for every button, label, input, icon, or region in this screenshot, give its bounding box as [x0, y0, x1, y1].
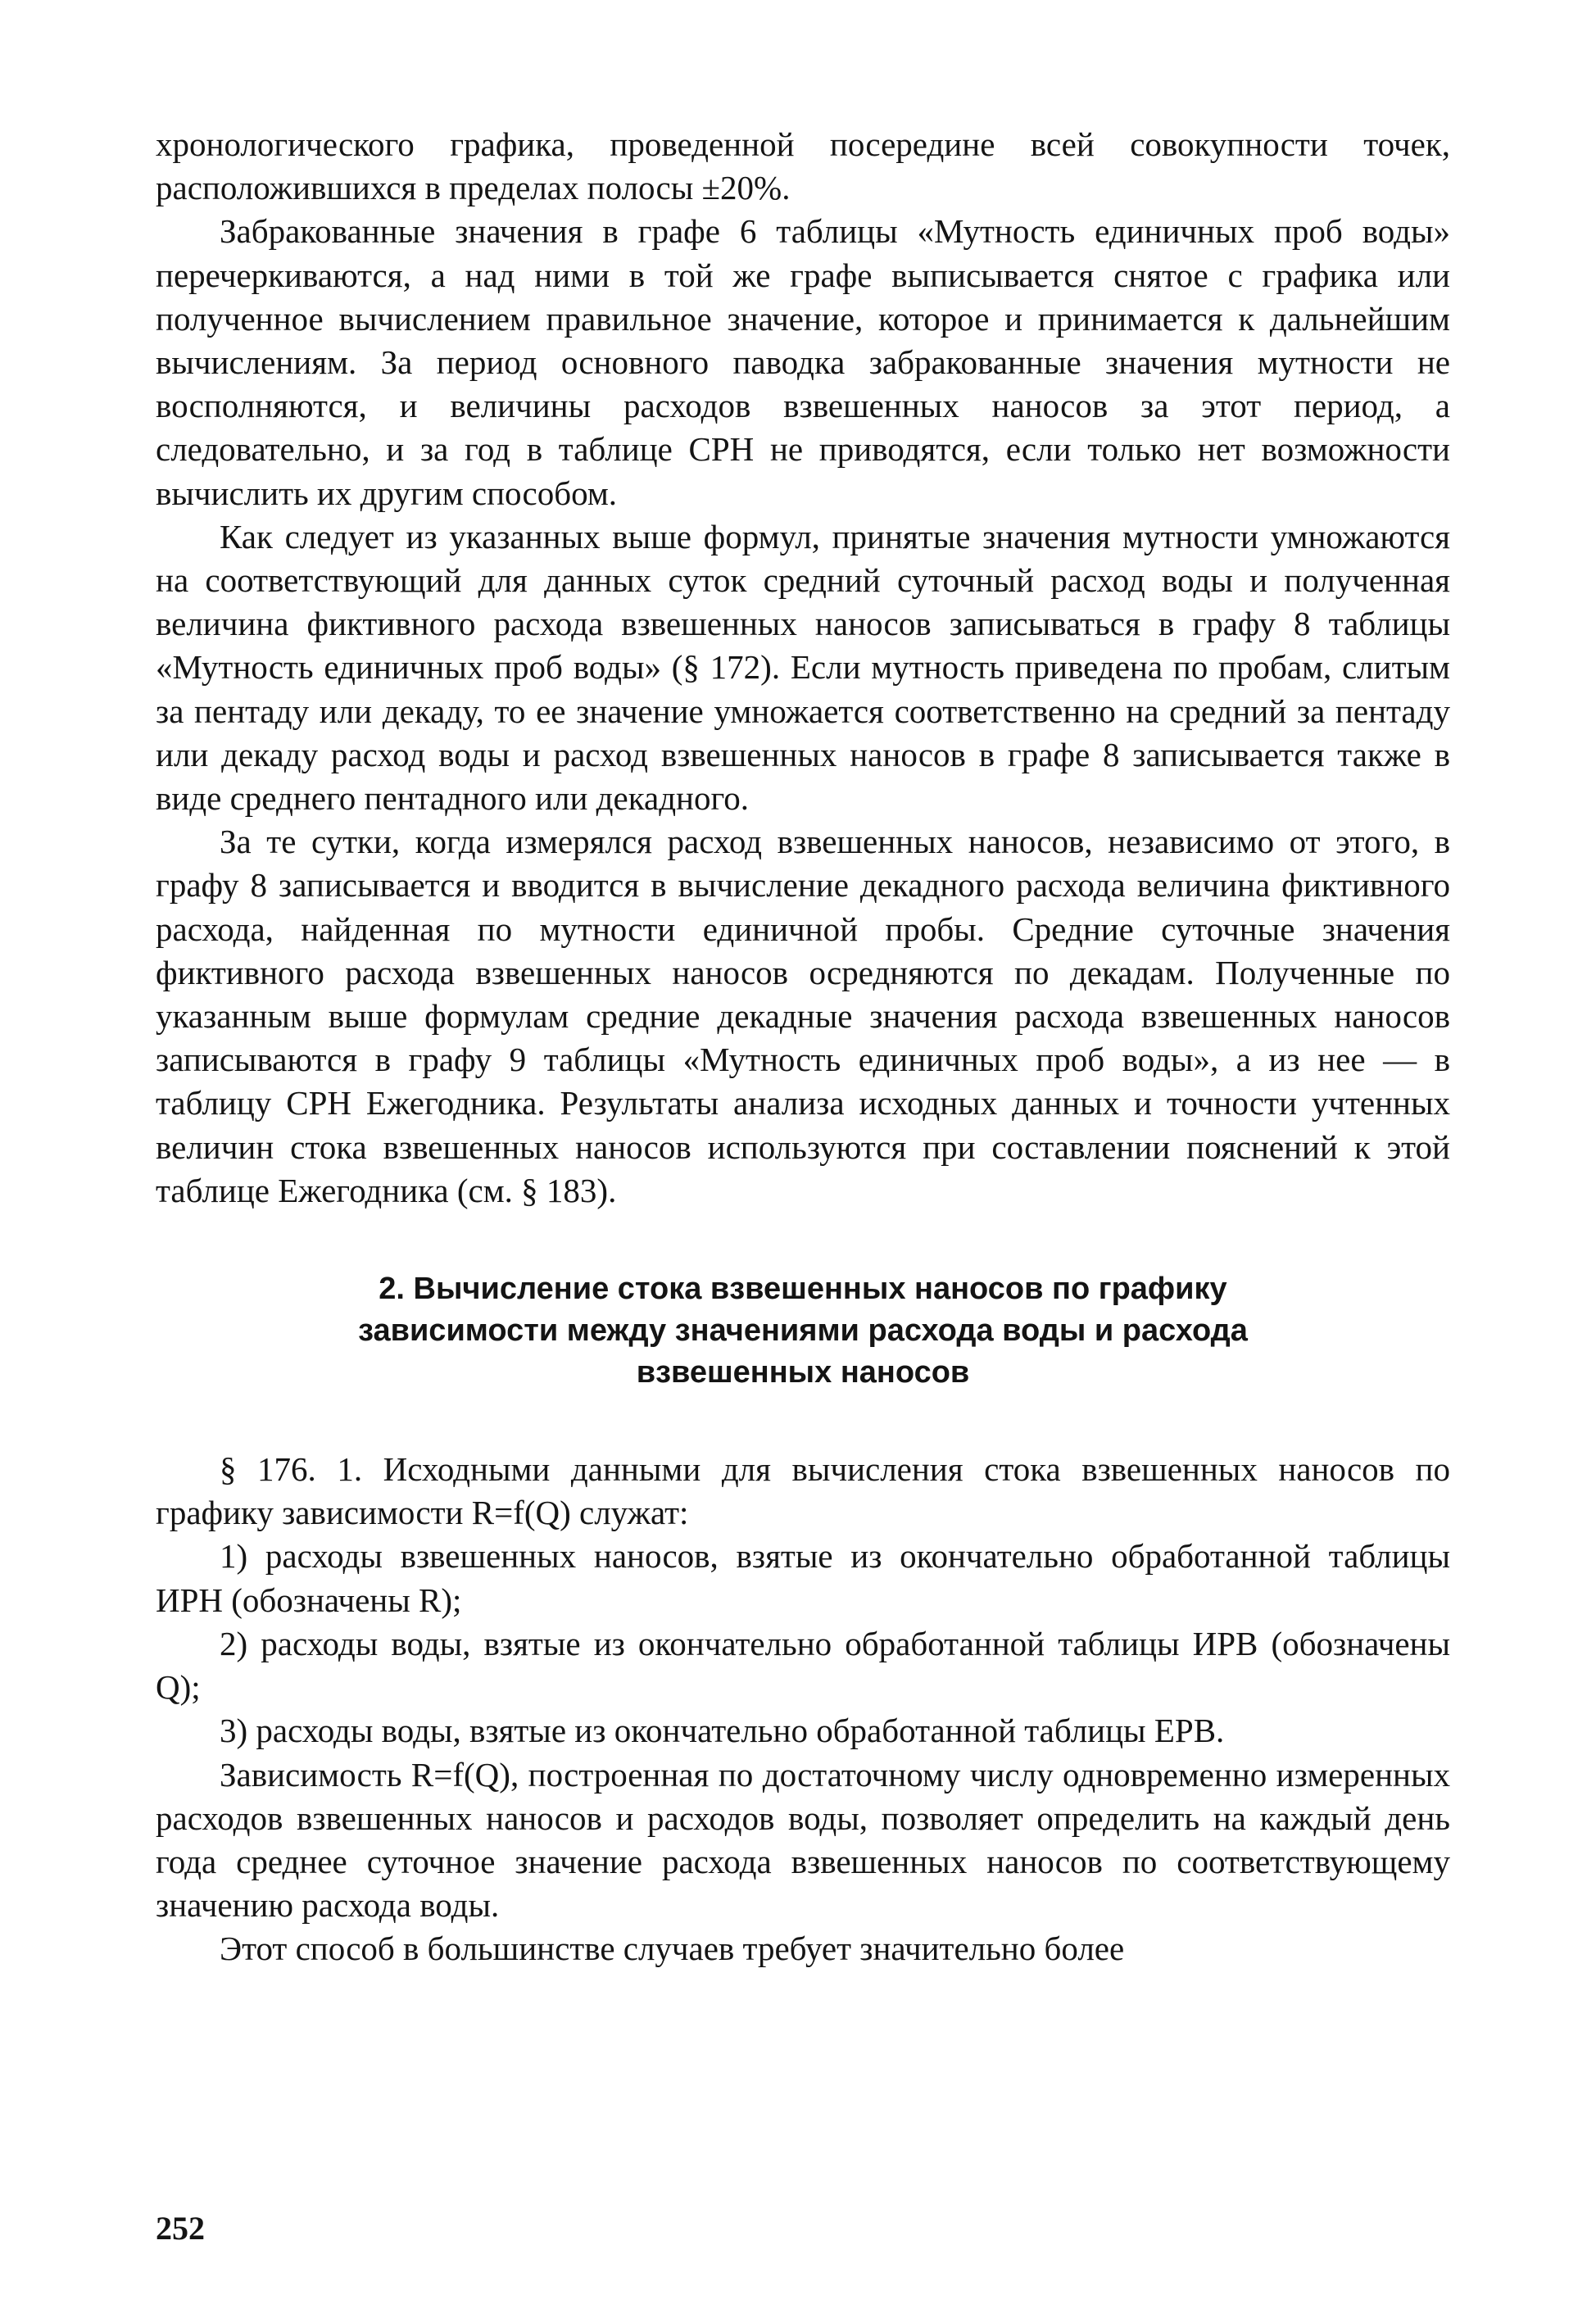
section-heading: [205, 1268, 1401, 1394]
paragraph-section-176: § 176. 1. Исходными данными для вычисления стока взвешенных наносов по графику зависимости R=f(Q) служат:: [156, 1450, 1450, 1532]
list-item-1: 1) расходы взвешенных наносов, взятые из окончательно обработанной таблицы ИРН (обозначены R);: [156, 1537, 1450, 1619]
list-item-3: 3) расходы воды, взятые из окончательно обработанной таблицы ЕРВ.: [220, 1712, 1225, 1750]
paragraph-method-note: Этот способ в большинстве случаев требует значительно более: [220, 1930, 1125, 1968]
paragraph-dependency: Зависимость R=f(Q), построенная по достаточному числу одновременно измеренных расходов взвешенных наносов и расходов воды, позволяет определить на каждый день года среднее суточное значение расхода взвешенных наносов по соответствующему значению расхода воды.: [156, 1755, 1450, 1925]
section-heading-line-2: зависимости между значениями расхода воды и расхода: [358, 1313, 1248, 1349]
paragraph-decade-averages: За те сутки, когда измерялся расход взвешенных наносов, независимо от этого, в графу 8 записывается и вводится в вычисление декадного расхода величина фиктивного расхода, найденная по мутности единичной пробы. Средние суточные значения фиктивного расхода взвешенных наносов осредняются по декадам. Полученные по указанным выше формулам средние декадные значения расхода взвешенных наносов записываются в графу 9 таблицы «Мутность единичных проб воды», а из нее — в таблицу СРН Ежегодника. Результаты анализа исходных данных и точности учтенных величин стока взвешенных наносов используются при составлении пояснений к этой таблице Ежегодника (см. § 183).: [156, 823, 1450, 1209]
paragraph-fictitious-discharge: Как следует из указанных выше формул, принятые значения мутности умножаются на соответствующий для данных суток средний суточный расход воды и полученная величина фиктивного расхода взвешенных наносов записываться в графу 8 таблицы «Мутность единичных проб воды» (§ 172). Если мутность приведена по пробам, слитым за пентаду или декаду, то ее значение умножается соответственно на средний за пентаду или декаду расход воды и расход взвешенных наносов в графе 8 записывается также в виде среднего пентадного или декадного.: [156, 517, 1450, 818]
paragraph-rejected-values: Забракованные значения в графе 6 таблицы «Мутность единичных проб воды» перечеркиваются, а над ними в той же графе выписывается снятое с графика или полученное вычислением правильное значение, которое и принимается к дальнейшим вычислениям. За период основного паводка забракованные значения мутности не восполняются, и величины расходов взвешенных наносов за этот период, а следовательно, и за год в таблице СРН не приводятся, если только нет возможности вычислить их другим способом.: [156, 212, 1450, 512]
list-item-2: 2) расходы воды, взятые из окончательно обработанной таблицы ИРВ (обозначены Q);: [156, 1624, 1450, 1707]
section-heading-line-1: 2. Вычисление стока взвешенных наносов по графику: [379, 1272, 1227, 1307]
page-body: [156, 123, 1450, 1971]
page-number: 252: [156, 2210, 205, 2247]
section-heading-line-3: взвешенных наносов: [636, 1355, 970, 1390]
paragraph-continuation: хронологического графика, проведенной посередине всей совокупности точек, расположившихся в пределах полосы ±20%.: [156, 125, 1450, 207]
